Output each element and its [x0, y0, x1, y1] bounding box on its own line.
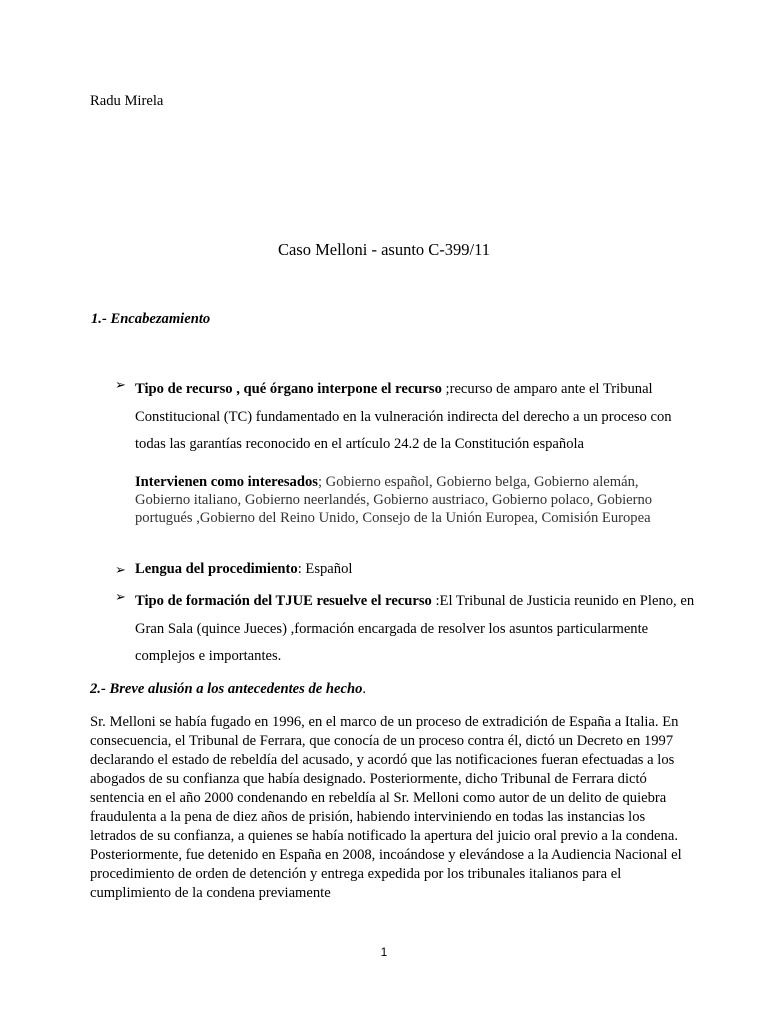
- heading-period: .: [362, 681, 367, 697]
- heading-text: 2.- Breve alusión a los antecedentes de hecho: [90, 681, 363, 697]
- section-heading-antecedentes: [90, 681, 366, 698]
- antecedentes-paragraph: Sr. Melloni se había fugado en 1996, en el marco de un proceso de extradición de España a Italia. En consecuencia, el Tribunal de Ferrara, que conocía de un proceso contra él, dictó un Decreto en 1997 declarando el estado de rebeldía del acusado, y acordó que las notificaciones fueran efectuadas a los abogados de su confianza que había designado. Posteriormente, dicho Tribunal de Ferrara dictó sentencia en el año 2000 condenando en rebeldía al Sr. Melloni como autor de un delito de quiebra fraudulenta a la pena de diez años de prisión, habiendo interviniendo en todas las instancias los letrados de su confianza, a quienes se había notificado la apertura del juicio oral previo a la condena. Posteriormente, fue detenido en España en 2008, incoándose y elevándose a la Audiencia Nacional el procedimiento de orden de detención y entrega expedida por los tribunales italianos para el cumplimiento de la condena previamente: [90, 714, 682, 901]
- interested-parties-label: Intervienen como interesados: [135, 474, 318, 490]
- list-item-lengua: [135, 561, 352, 578]
- bullet-arrow-icon: ➢: [115, 377, 126, 392]
- page-number: 1: [380, 945, 388, 959]
- item-label: Lengua del procedimiento: [135, 561, 298, 577]
- list-item-tipo-recurso: [135, 376, 695, 459]
- item-text: : Español: [297, 561, 353, 577]
- item-label: Tipo de formación del TJUE resuelve el recurso: [135, 593, 432, 609]
- item-label: Tipo de recurso , qué órgano interpone el recurso: [135, 381, 442, 397]
- bullet-arrow-icon: ➢: [115, 589, 126, 604]
- section-heading-encabezamiento: 1.- Encabezamiento: [91, 311, 211, 327]
- bullet-arrow-icon: ➢: [115, 562, 126, 577]
- document-title: Caso Melloni - asunto C-399/11: [277, 240, 491, 259]
- item-text: :El Tribunal de Justicia reunido en Pleno, en Gran Sala (quince Jueces) ,formación encargada de resolver los asuntos particularmente complejos e importantes.: [135, 593, 695, 664]
- author-name: Radu Mirela: [90, 93, 164, 109]
- interested-parties-paragraph: [135, 473, 675, 527]
- interested-parties-text: ; Gobierno español, Gobierno belga, Gobierno alemán, Gobierno italiano, Gobierno neerlandés, Gobierno austriaco, Gobierno polaco, Gobierno portugués ,Gobierno del Reino Unido, Consejo de la Unión Europea, Comisión Europea: [135, 474, 653, 526]
- list-item-formacion: [135, 588, 695, 671]
- item-text: ;recurso de amparo ante el Tribunal Constitucional (TC) fundamentado en la vulneración indirecta del derecho a un proceso con todas las garantías reconocido en el artículo 24.2 de la Constitución española: [135, 381, 672, 452]
